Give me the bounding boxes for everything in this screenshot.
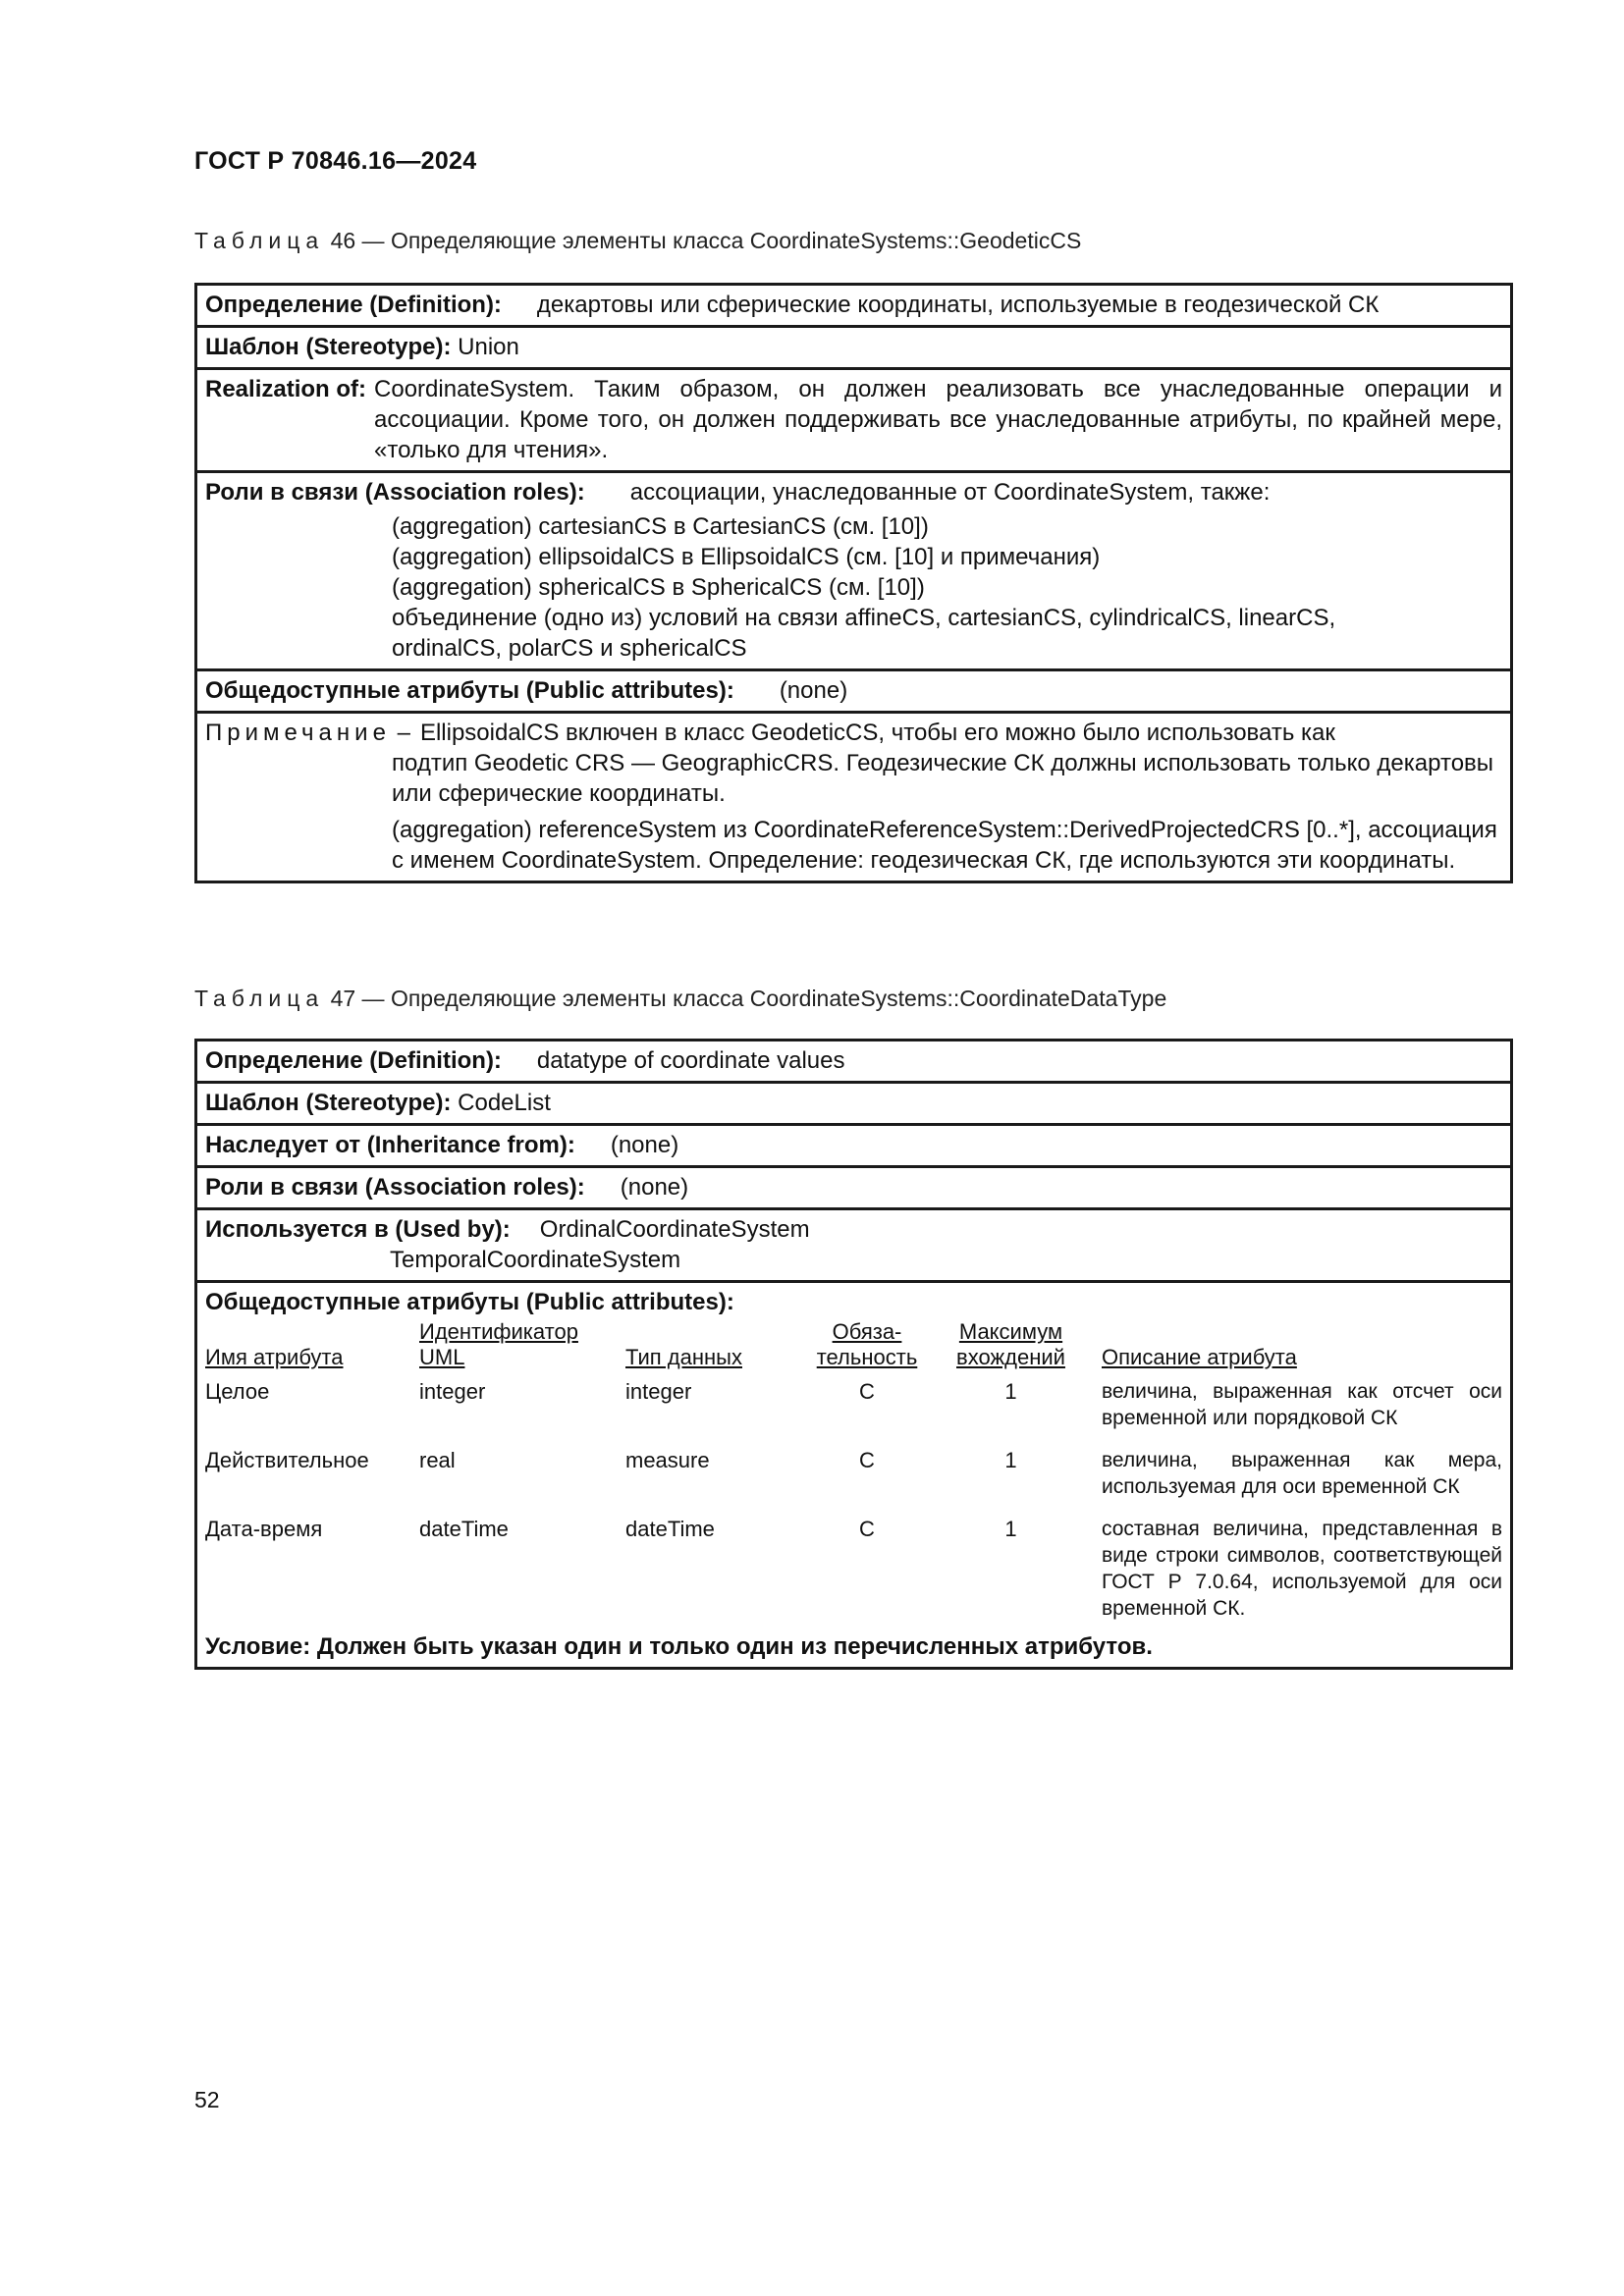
- table-row: [205, 1378, 1502, 1431]
- attr-name: Целое: [205, 1379, 270, 1404]
- definition-label: Определение (Definition):: [205, 1047, 502, 1074]
- attr-type: dateTime: [625, 1517, 715, 1541]
- table-row: [205, 1447, 1502, 1500]
- roles-line: (aggregation) sphericalCS в SphericalCS (см. [10]): [392, 574, 925, 601]
- caption-text: 46 — Определяющие элементы класса CoordinateSystems::GeodeticCS: [330, 228, 1082, 253]
- roles-value: ассоциации, унаследованные от CoordinateSystem, также:: [629, 479, 1271, 506]
- usedby-value: OrdinalCoordinateSystem: [539, 1216, 810, 1243]
- roles-line: (aggregation) ellipsoidalCS в EllipsoidalCS (см. [10] и примечания): [392, 544, 1101, 570]
- table-47-caption: [194, 986, 1166, 1012]
- association-roles-row: [197, 1168, 1510, 1210]
- stereotype-label: Шаблон (Stereotype):: [205, 334, 452, 360]
- attr-oblig: С: [859, 1517, 875, 1541]
- col-name-header: Имя атрибута: [205, 1345, 344, 1369]
- col-type-header: Тип данных: [625, 1345, 742, 1369]
- attr-oblig: С: [859, 1448, 875, 1472]
- attr-name: Дата-время: [205, 1517, 323, 1541]
- note-paragraph-1-rest: подтип Geodetic CRS — GeographicCRS. Геодезические СК должны использовать только декартовы или сферические координаты.: [392, 750, 1494, 807]
- col-uml-header-1: Идентификатор: [419, 1319, 578, 1344]
- public-attributes-row: [197, 671, 1510, 714]
- stereotype-value: Union: [458, 334, 519, 360]
- col-desc-header: Описание атрибута: [1102, 1345, 1297, 1369]
- public-label: Общедоступные атрибуты (Public attributes):: [205, 1289, 734, 1315]
- stereotype-value: CodeList: [458, 1090, 551, 1116]
- definition-row: [197, 286, 1510, 328]
- attr-uml: integer: [419, 1379, 486, 1404]
- note-row: [197, 714, 1510, 881]
- inherit-label: Наследует от (Inheritance from):: [205, 1132, 575, 1158]
- attr-oblig: С: [859, 1379, 875, 1404]
- caption-text: 47 — Определяющие элементы класса CoordinateSystems::CoordinateDataType: [330, 986, 1167, 1011]
- note-paragraph-2: (aggregation) referenceSystem из CoordinateReferenceSystem::DerivedProjectedCRS [0..*], ассоциация с именем CoordinateSystem. Определение: геодезическая СК, где используются эти координаты.: [392, 817, 1497, 874]
- roles-line: объединение (одно из) условий на связи affineCS, cartesianCS, cylindricalCS, linearCS,: [392, 605, 1336, 631]
- attr-max: 1: [1004, 1379, 1017, 1404]
- roles-line: ordinalCS, polarCS и sphericalCS: [392, 635, 747, 662]
- inherit-value: (none): [610, 1132, 679, 1158]
- note-dash: –: [397, 720, 410, 746]
- attr-desc: величина, выраженная как мера, используемая для оси временной СК: [1102, 1449, 1502, 1498]
- note-label: Примечание: [205, 720, 391, 746]
- table-46: [194, 283, 1513, 883]
- attr-desc: составная величина, представленная в виде строки символов, соответствующей ГОСТ Р 7.0.64, используемой для оси временной СК.: [1102, 1518, 1502, 1620]
- definition-label: Определение (Definition):: [205, 292, 502, 318]
- col-oblig-header-1: Обяза-: [832, 1319, 902, 1344]
- table-47: [194, 1039, 1513, 1670]
- roles-label: Роли в связи (Association roles):: [205, 1174, 585, 1201]
- table-46-caption: [194, 228, 1081, 254]
- roles-value: (none): [620, 1174, 689, 1201]
- col-max-header-1: Максимум: [958, 1319, 1063, 1344]
- caption-word: Таблица: [194, 228, 325, 253]
- table-row: [205, 1516, 1502, 1622]
- stereotype-row: [197, 1084, 1510, 1126]
- col-oblig-header-2: тельность: [816, 1345, 918, 1369]
- attr-uml: dateTime: [419, 1517, 509, 1541]
- attr-name: Действительное: [205, 1448, 369, 1472]
- usedby-value: TemporalCoordinateSystem: [390, 1247, 681, 1273]
- caption-word: Таблица: [194, 986, 325, 1011]
- note-first-line: EllipsoidalCS включен в класс GeodeticCS, чтобы его можно было использовать как: [419, 720, 1335, 746]
- attr-desc: величина, выраженная как отсчет оси временной или порядковой СК: [1102, 1380, 1502, 1429]
- usedby-label: Используется в (Used by):: [205, 1216, 511, 1243]
- roles-label: Роли в связи (Association roles):: [205, 479, 585, 506]
- roles-line: (aggregation) cartesianCS в CartesianCS (см. [10]): [392, 513, 929, 540]
- col-max-header-2: вхождений: [956, 1345, 1065, 1369]
- attr-uml: real: [419, 1448, 456, 1472]
- attr-type: measure: [625, 1448, 710, 1472]
- attr-max: 1: [1004, 1517, 1017, 1541]
- public-label: Общедоступные атрибуты (Public attributes):: [205, 677, 734, 704]
- col-uml-header-2: UML: [419, 1345, 465, 1369]
- realization-row: [197, 370, 1510, 473]
- condition-text: Условие: Должен быть указан один и только один из перечисленных атрибутов.: [205, 1633, 1153, 1660]
- stereotype-row: [197, 328, 1510, 370]
- attribute-table-header: [205, 1319, 1502, 1370]
- association-roles-row: [197, 473, 1510, 671]
- public-attributes-row: [197, 1283, 1510, 1667]
- realization-value: CoordinateSystem. Таким образом, он должен реализовать все унаследованные операции и ассоциации. Кроме того, он должен поддерживать все унаследованные атрибуты, по крайней мере, «только для чтения».: [374, 376, 1502, 463]
- inheritance-row: [197, 1126, 1510, 1168]
- definition-value: декартовы или сферические координаты, используемые в геодезической СК: [536, 292, 1380, 318]
- page-number: 52: [194, 2087, 220, 2112]
- realization-label: Realization of:: [205, 376, 367, 402]
- definition-row: [197, 1041, 1510, 1084]
- attr-type: integer: [625, 1379, 692, 1404]
- document-header: ГОСТ Р 70846.16—2024: [194, 147, 477, 175]
- stereotype-label: Шаблон (Stereotype):: [205, 1090, 452, 1116]
- attr-max: 1: [1004, 1448, 1017, 1472]
- definition-value: datatype of coordinate values: [536, 1047, 845, 1074]
- public-value: (none): [779, 677, 848, 704]
- used-by-row: [197, 1210, 1510, 1283]
